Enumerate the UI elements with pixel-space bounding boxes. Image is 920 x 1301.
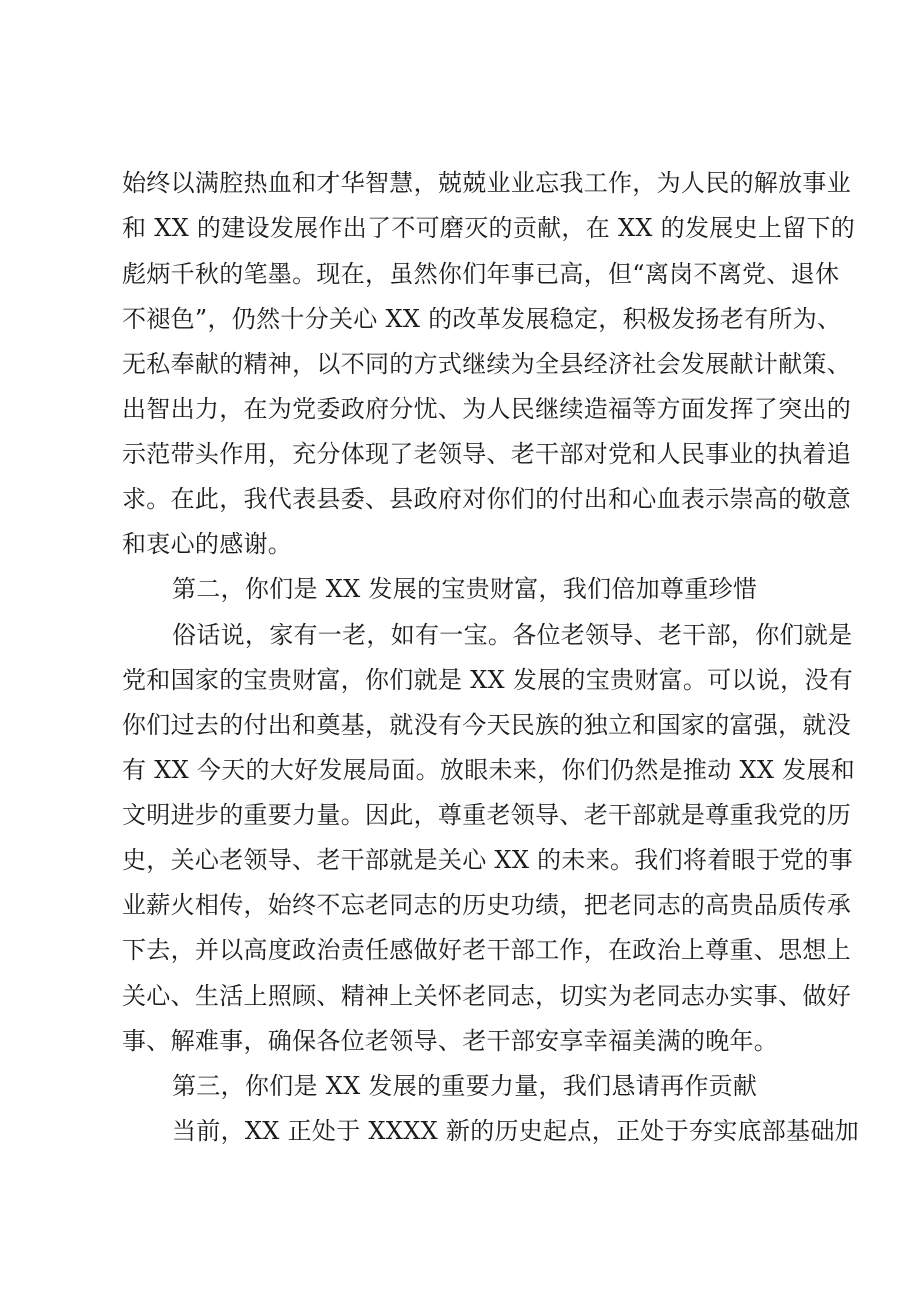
text-line: 史，关心老领导、老干部就是关心 XX 的未来。我们将着眼于党的事 bbox=[122, 846, 854, 874]
text-line: 俗话说，家有一老，如有一宝。各位老领导、老干部，你们就是 bbox=[172, 621, 853, 649]
text-line: 始终以满腔热血和才华智慧，兢兢业业忘我工作，为人民的解放事业 bbox=[122, 169, 851, 197]
text-line: 文明进步的重要力量。因此，尊重老领导、老干部就是尊重我党的历 bbox=[122, 801, 851, 829]
text-line: 有 XX 今天的大好发展局面。放眼未来，你们仍然是推动 XX 发展和 bbox=[122, 756, 856, 784]
text-line: 党和国家的宝贵财富，你们就是 XX 发展的宝贵财富。可以说，没有 bbox=[122, 666, 854, 694]
text-line: 出智出力，在为党委政府分忧、为人民继续造福等方面发挥了突出的 bbox=[122, 395, 851, 423]
text-line: 下去，并以高度政治责任感做好老干部工作，在政治上尊重、思想上 bbox=[122, 936, 851, 964]
text-line: 无私奉献的精神，以不同的方式继续为全县经济社会发展献计献策、 bbox=[122, 350, 851, 378]
text-line: 和衷心的感谢。 bbox=[122, 530, 293, 558]
section-heading-3: 第三，你们是 XX 发展的重要力量，我们恳请再作贡献 bbox=[172, 1072, 758, 1100]
text-line: 不褪色”，仍然十分关心 XX 的改革发展稳定，积极发扬老有所为、 bbox=[122, 305, 842, 333]
text-line: 和 XX 的建设发展作出了不可磨灭的贡献，在 XX 的发展史上留下的 bbox=[122, 214, 856, 242]
text-line: 当前，XX 正处于 XXXX 新的历史起点，正处于夯实底部基础加 bbox=[172, 1117, 860, 1145]
text-line: 关心、生活上照顾、精神上关怀老同志，切实为老同志办实事、做好 bbox=[122, 982, 851, 1010]
text-line: 彪炳千秋的笔墨。现在，虽然你们年事已高，但“离岗不离党、退休 bbox=[122, 260, 840, 288]
section-heading-2: 第二，你们是 XX 发展的宝贵财富，我们倍加尊重珍惜 bbox=[172, 575, 758, 603]
text-line: 你们过去的付出和奠基，就没有今天民族的独立和国家的富强，就没 bbox=[122, 711, 851, 739]
text-line: 求。在此，我代表县委、县政府对你们的付出和心血表示崇高的敬意 bbox=[122, 485, 851, 513]
text-line: 示范带头作用，充分体现了老领导、老干部对党和人民事业的执着追 bbox=[122, 440, 851, 468]
text-line: 业薪火相传，始终不忘老同志的历史功绩，把老同志的高贵品质传承 bbox=[122, 891, 851, 919]
text-line: 事、解难事，确保各位老领导、老干部安享幸福美满的晚年。 bbox=[122, 1027, 779, 1055]
